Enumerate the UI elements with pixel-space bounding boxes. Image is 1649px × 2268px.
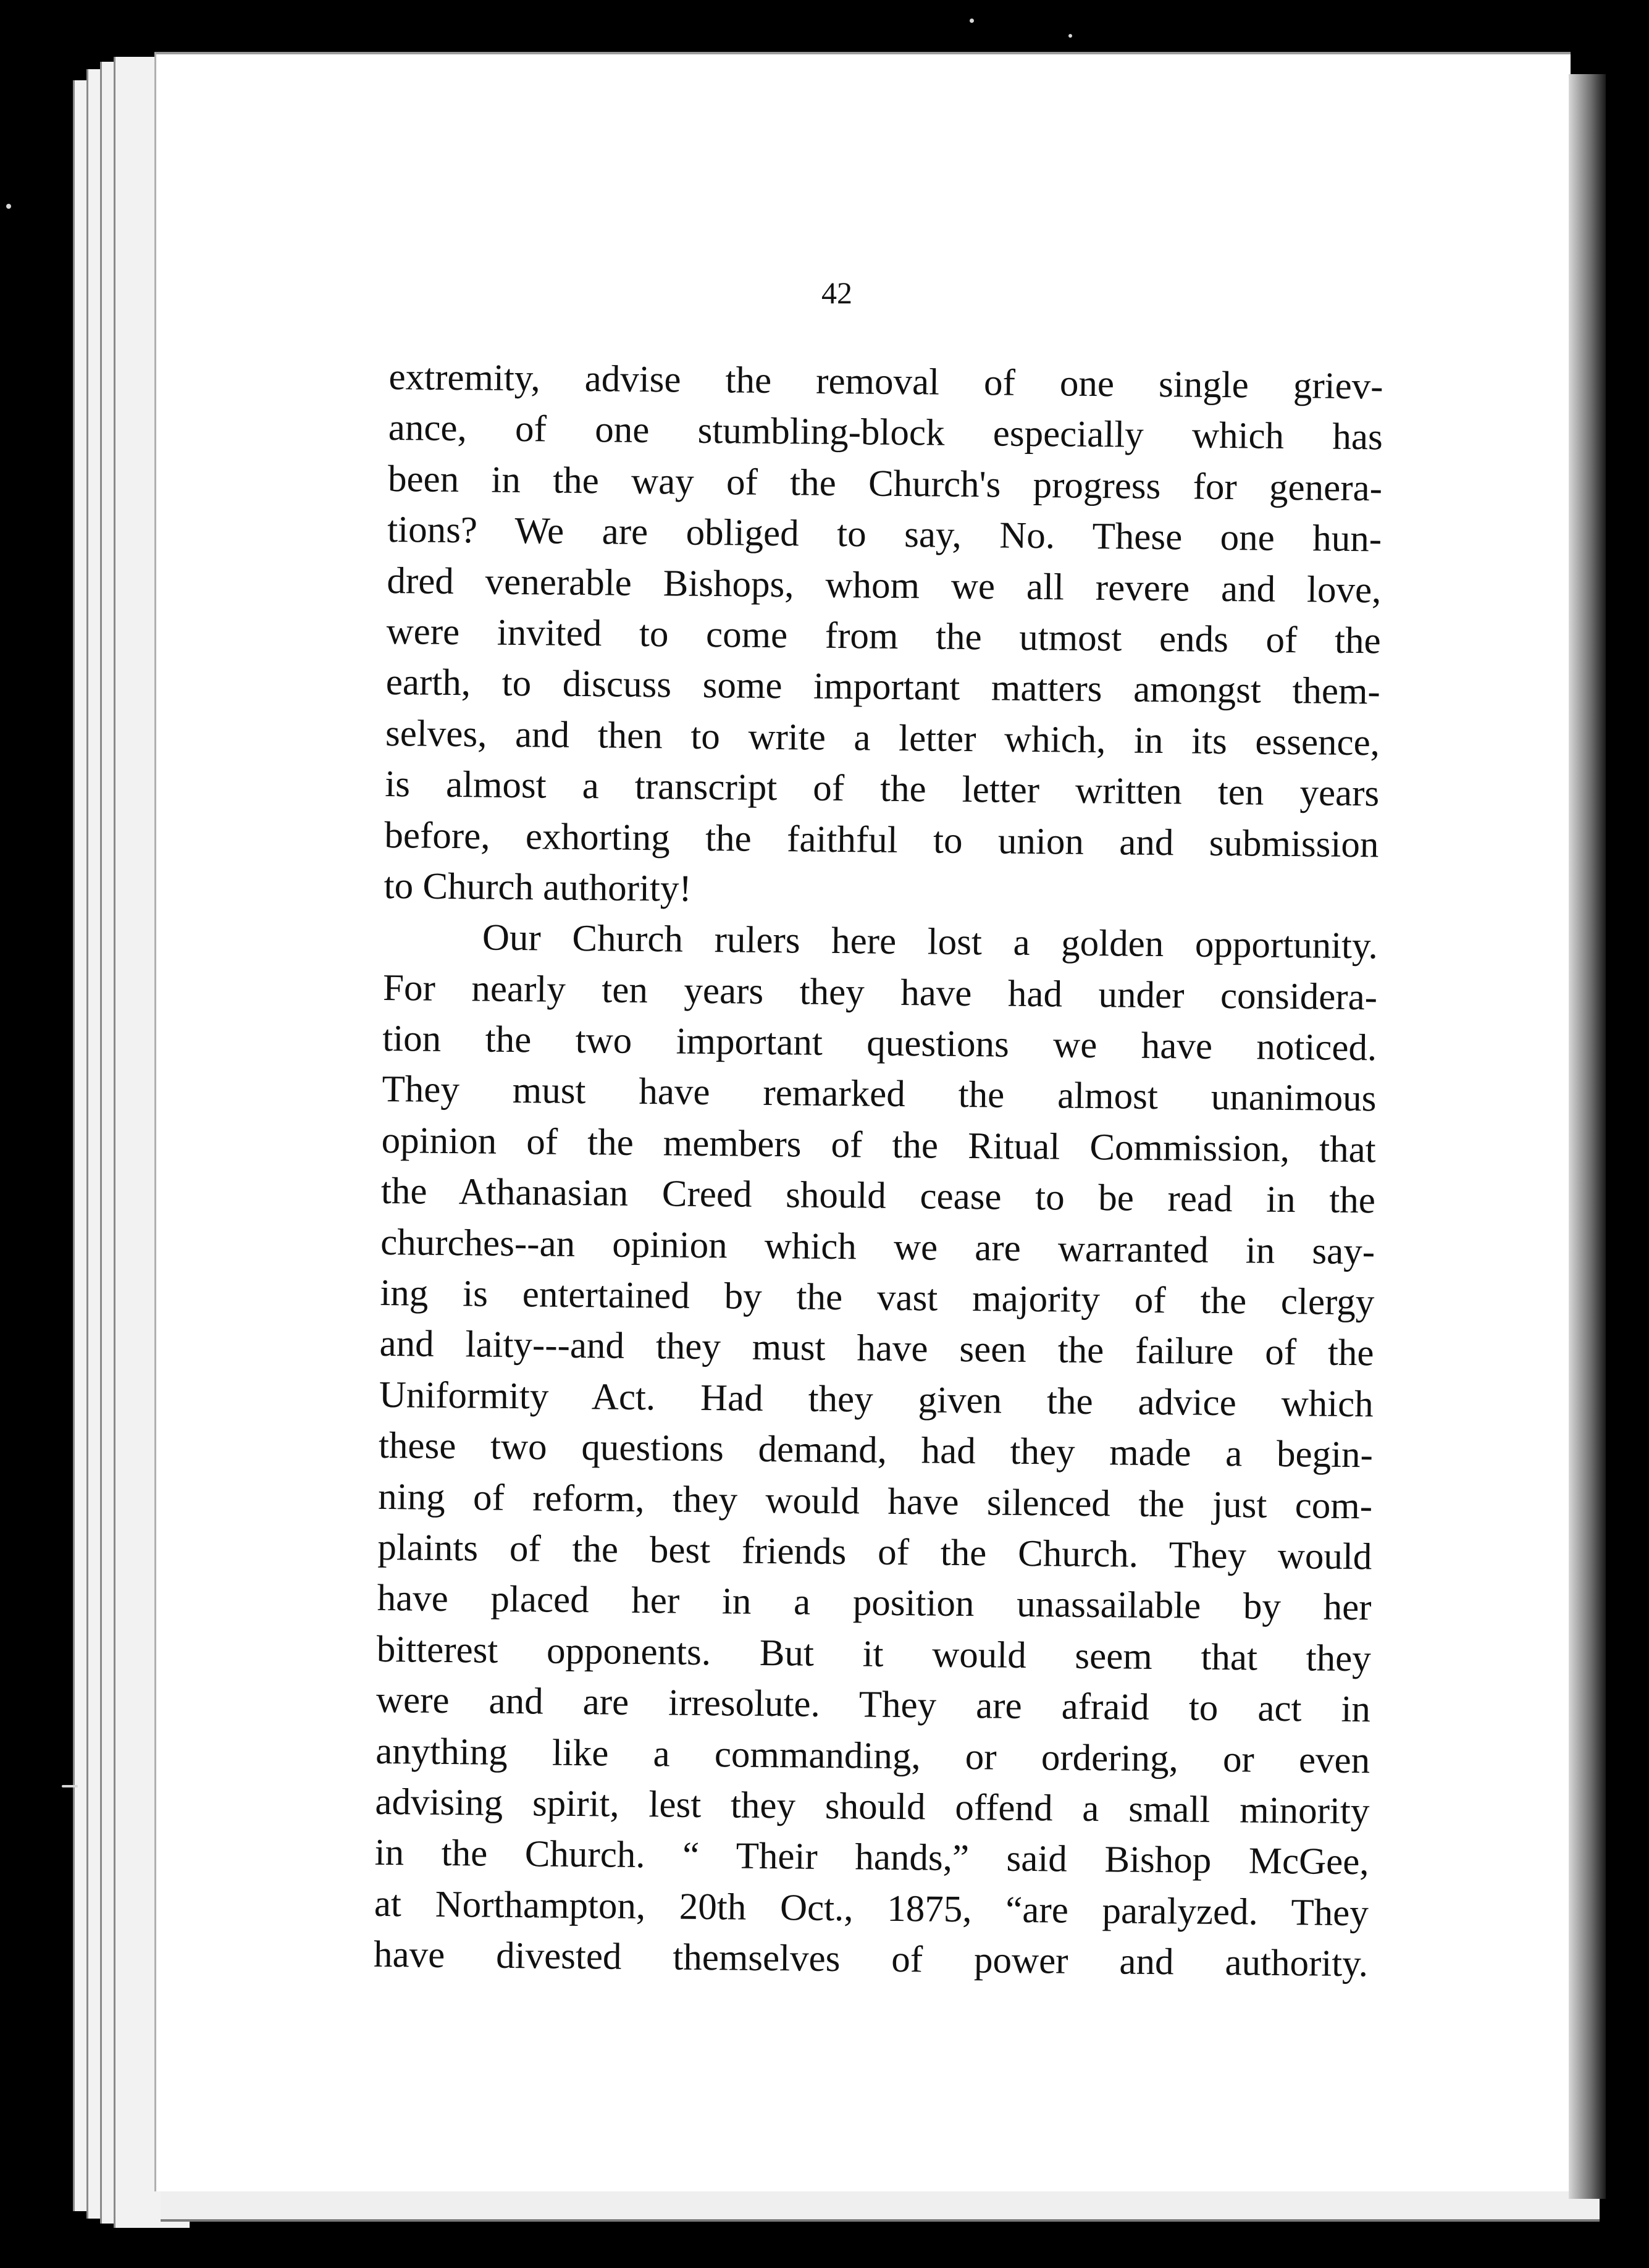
text-line: Our Church rulers here lost a golden opportunity.: [482, 917, 1378, 967]
body-text: [374, 352, 1383, 1990]
text-line: For nearly ten years they have had under considera-: [382, 967, 1378, 1018]
text-line: were invited to come from the utmost ends of the: [386, 610, 1381, 662]
text-line: Uniformity Act. Had they given the advice which: [379, 1374, 1374, 1426]
text-line: anything like a commanding, or ordering, or even: [375, 1730, 1370, 1781]
text-line: have divested themselves of power and authority.: [373, 1933, 1369, 1985]
text-line: at Northampton, 20th Oct., 1875, “are paralyzed. They: [374, 1883, 1369, 1934]
text-line: bitterest opponents. But it would seem that they: [376, 1628, 1372, 1680]
scan-speck: [1068, 34, 1072, 38]
text-line: earth, to discuss some important matters amongst them-: [385, 662, 1381, 713]
text-line: opinion of the members of the Ritual Commission, that: [381, 1119, 1376, 1171]
text-line: churches--an opinion which we are warranted in say-: [380, 1221, 1375, 1273]
page-number: 42: [821, 275, 852, 310]
text-line: these two questions demand, had they made a begin-: [378, 1425, 1374, 1476]
text-line: extremity, advise the removal of one single griev-: [388, 356, 1383, 408]
text-line: plaints of the best friends of the Church. They would: [377, 1526, 1372, 1578]
text-line: selves, and then to write a letter which, in its essence,: [385, 712, 1380, 764]
scan-speck: [62, 1785, 78, 1787]
paragraph: [384, 352, 1383, 922]
text-line: ning of reform, they would have silenced the just com-: [377, 1476, 1373, 1527]
text-line: dred venerable Bishops, whom we all revere and love,: [387, 560, 1382, 611]
paragraph: [374, 912, 1378, 1990]
text-line: have placed her in a position unassailable by her: [377, 1577, 1372, 1629]
scan-speck: [970, 19, 974, 23]
text-line: were and are irresolute. They are afraid to act in: [376, 1679, 1371, 1731]
text-line: is almost a transcript of the letter written ten years: [384, 763, 1380, 815]
text-line: before, exhorting the faithful to union and submission: [384, 814, 1379, 865]
text-line: ing is entertained by the vast majority of the clergy: [380, 1272, 1375, 1324]
scan-speck: [6, 204, 11, 209]
text-line: and laity---and they must have seen the failure of the: [379, 1323, 1374, 1374]
page-curl-shadow: [1569, 74, 1606, 2199]
text-line: tions? We are obliged to say, No. These one hun-: [387, 509, 1382, 560]
text-line: in the Church. “ Their hands,” said Bishop McGee,: [374, 1832, 1369, 1883]
text-line: They must have remarked the almost unanimous: [382, 1069, 1377, 1120]
text-line: ance, of one stumbling-block especially which has: [388, 407, 1383, 458]
text-line: tion the two important questions we have noticed.: [382, 1018, 1377, 1069]
text-line: the Athanasian Creed should cease to be read in the: [380, 1170, 1376, 1222]
text-line: to Church authority!: [384, 865, 692, 910]
text-line: been in the way of the Church's progress for genera-: [387, 458, 1383, 510]
text-line: advising spirit, lest they should offend a small minority: [375, 1781, 1370, 1833]
